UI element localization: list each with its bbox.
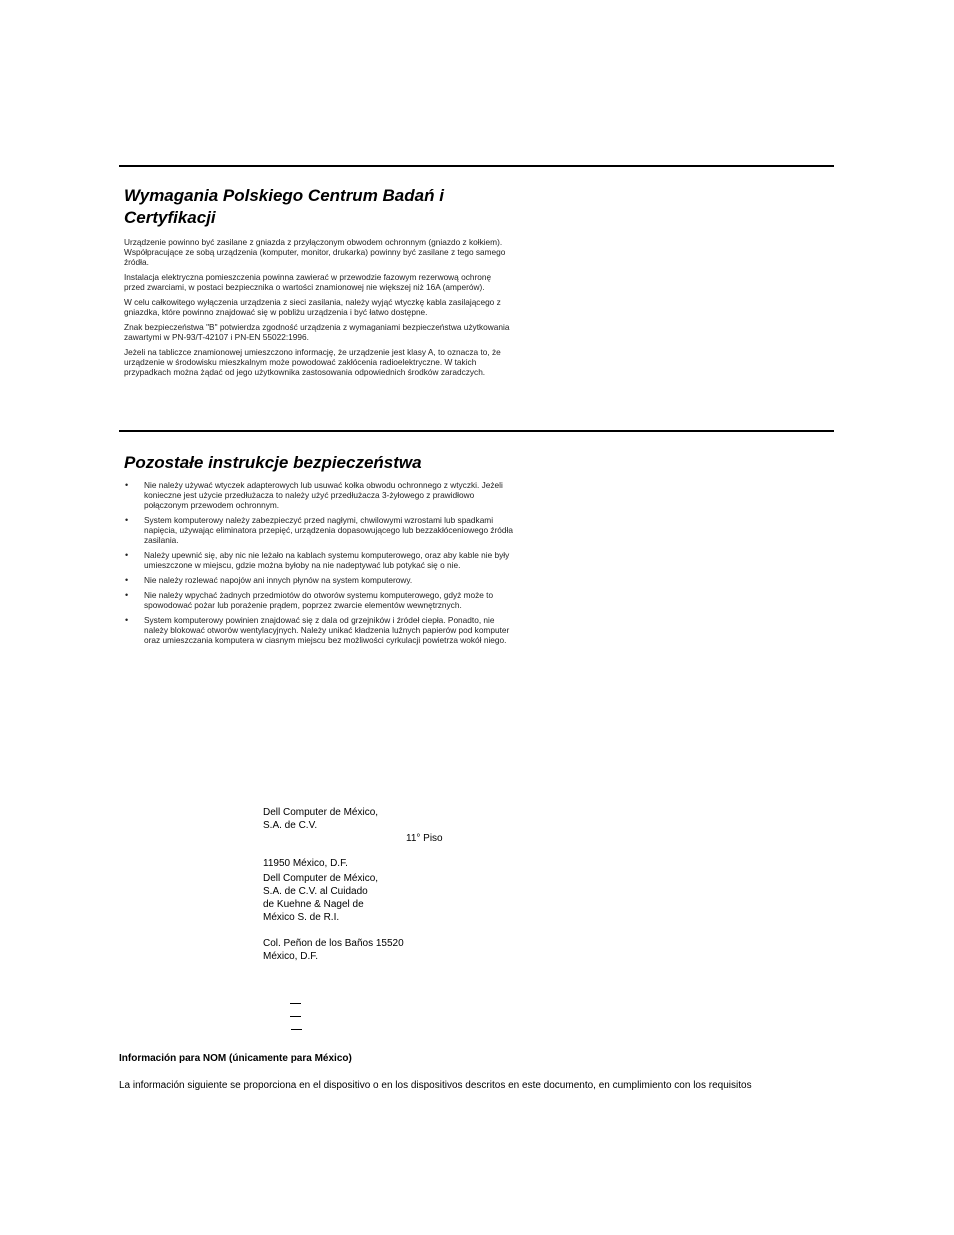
paragraph: Instalacja elektryczna pomieszczenia powinna zawierać w przewodzie fazowym rezerwową ochronę przed zwarciami, w postaci bezpiecznika o wartości znamionowej nie większej niż 16A (amperów). — [124, 272, 492, 292]
bullet-icon: • — [125, 590, 129, 600]
address-line: de Kuehne & Nagel de — [263, 899, 364, 910]
list-item-text: System komputerowy należy zabezpieczyć przed nagłymi, chwilowymi wzrostami lub spadkami napięcia, używając eliminatora przepięć, urządzenia dopasowującego lub bezzakłóceniowego źródła zasilania. — [144, 515, 513, 545]
paragraph: Jeżeli na tabliczce znamionowej umieszczono informację, że urządzenie jest klasy A, to oznacza to, że urządzenie w środowisku mieszkalnym może powodować zakłócenia radioelektryczne. W takich przypadkach można żądać od jego użytkownika zastosowania odpowiednich środków zaradczych. — [124, 347, 501, 377]
address-line: S.A. de C.V. al Cuidado — [263, 886, 368, 897]
title-line-2: Certyfikacji — [124, 208, 216, 227]
address-line: Dell Computer de México, — [263, 873, 379, 884]
list-item-text: Nie należy rozlewać napojów ani innych płynów na system komputerowy. — [144, 575, 413, 585]
bullet-icon: • — [125, 550, 129, 560]
polish-requirements-title — [124, 185, 444, 229]
dash-mark — [290, 1016, 301, 1017]
list-item — [124, 590, 519, 610]
address-line: Dell Computer de México, — [263, 807, 379, 818]
paragraph: Urządzenie powinno być zasilane z gniazda z przyłączonym obwodem ochronnym (gniazdo z kołkiem). Współpracujące ze sobą urządzenia (komputer, monitor, drukarka) powinny być zasilane z tego samego źródła. — [124, 237, 506, 267]
paragraph: W celu całkowitego wyłączenia urządzenia z sieci zasilania, należy wyjąć wtyczkę kabla zasilającego z gniazdka, które powinno znajdować się w pobliżu urządzenia i być łatwo dostępne. — [124, 297, 501, 317]
bullet-icon: • — [125, 515, 129, 525]
safety-instructions-list — [124, 480, 519, 650]
nom-title: Información para NOM (únicamente para México) — [119, 1053, 352, 1064]
list-item-text: System komputerowy powinien znajdować się z dala od grzejników i źródeł ciepła. Ponadto, nie należy blokować otworów wentylacyjnych. Należy unikać kładzenia luźnych papierów pod komputer oraz umieszczania komputera w ciasnym miejscu bez możliwości cyrkulacji powietrza wokół niego. — [144, 615, 510, 645]
dash-mark — [290, 1003, 301, 1004]
title-line-1: Wymagania Polskiego Centrum Badań i — [124, 186, 444, 205]
nom-body: La información siguiente se proporciona en el dispositivo o en los dispositivos descritos en este documento, en cumplimiento con los requisitos — [119, 1080, 752, 1091]
address-postal: 11950 México, D.F. — [263, 858, 348, 869]
paragraph: Znak bezpieczeństwa "B" potwierdza zgodność urządzenia z wymaganiami bezpieczeństwa użytkowania zawartymi w PN-93/T-42107 i PN-EN 55022:1996. — [124, 322, 510, 342]
list-item-text: Nie należy używać wtyczek adapterowych lub usuwać kołka obwodu ochronnego z wtyczki. Jeżeli konieczne jest użycie przedłużacza to należy użyć przedłużacza 3-żyłowego z prawidłowo połączonym przewodem ochronnym. — [144, 480, 503, 510]
address-floor: 11° Piso — [406, 833, 443, 844]
list-item — [124, 615, 519, 645]
bullet-icon: • — [125, 615, 129, 625]
list-item — [124, 515, 519, 545]
address-line: México S. de R.I. — [263, 912, 340, 923]
address-block-1 — [263, 806, 378, 832]
list-item — [124, 575, 519, 585]
list-item-text: Należy upewnić się, aby nic nie leżało na kablach systemu komputerowego, oraz aby kable nie były umieszczone w miejscu, gdzie można byłoby na nie nadeptywać lub potykać się o nie. — [144, 550, 510, 570]
other-safety-title: Pozostałe instrukcje bezpieczeństwa — [124, 453, 422, 472]
address-line: S.A. de C.V. — [263, 820, 318, 831]
polish-requirements-body — [124, 237, 514, 382]
section-divider-top — [119, 165, 834, 167]
section-divider-middle — [119, 430, 834, 432]
bullet-icon: • — [125, 575, 129, 585]
bullet-icon: • — [125, 480, 129, 490]
address-line: Col. Peñon de los Baños 15520 — [263, 938, 404, 949]
list-item — [124, 550, 519, 570]
address-block-2 — [263, 872, 378, 924]
address-line: México, D.F. — [263, 951, 319, 962]
list-item-text: Nie należy wpychać żadnych przedmiotów do otworów systemu komputerowego, gdyż może to spowodować pożar lub porażenie prądem, poprzez zwarcie elementów wewnętrznych. — [144, 590, 494, 610]
dash-mark — [291, 1029, 302, 1030]
list-item — [124, 480, 519, 510]
address-block-3 — [263, 937, 404, 963]
